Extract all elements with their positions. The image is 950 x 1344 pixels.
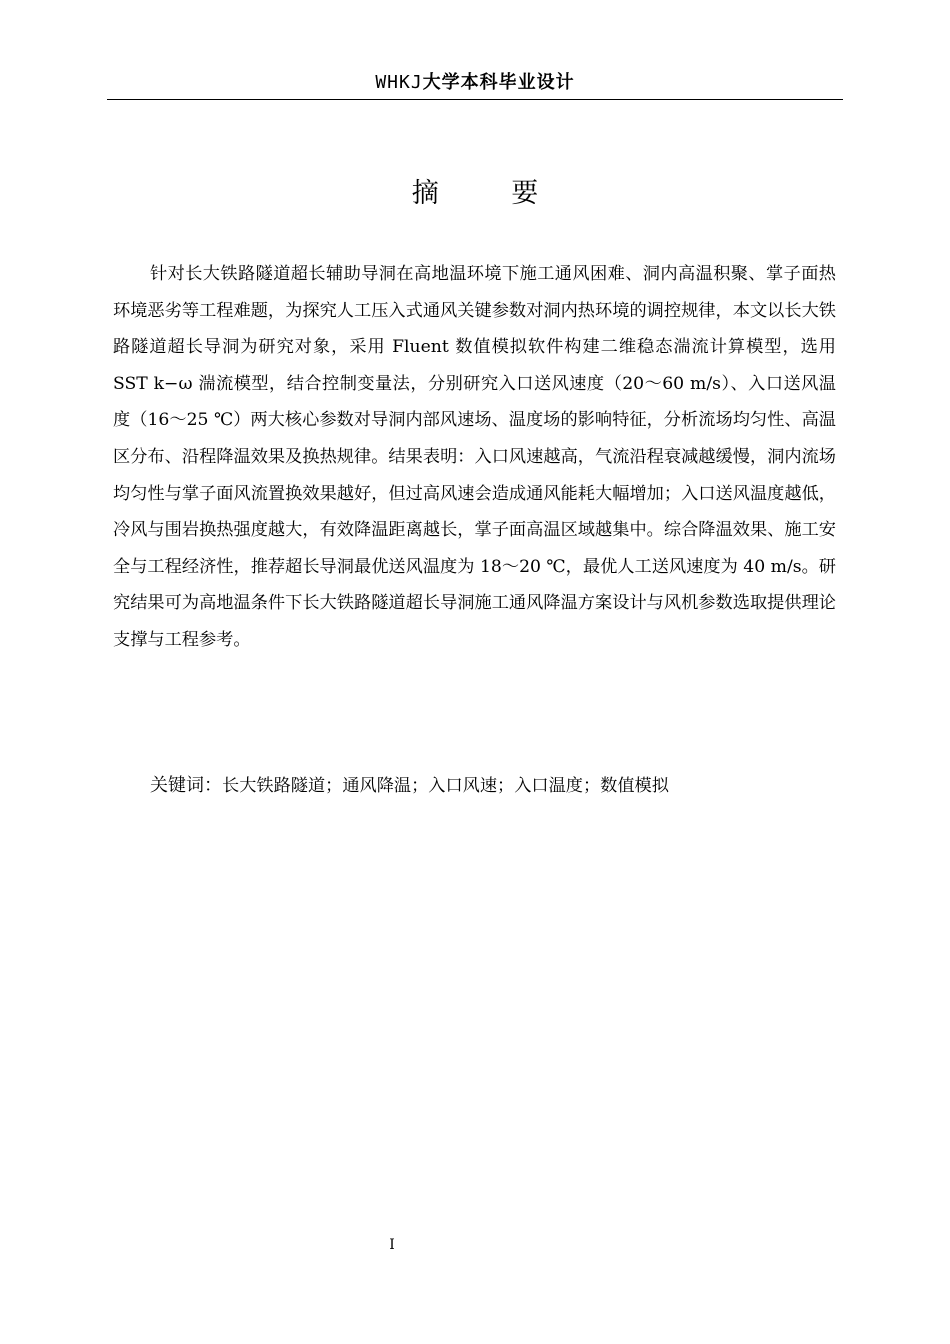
header-divider bbox=[107, 99, 843, 100]
keywords-list: 长大铁路隧道；通风降温；入口风速；入口温度；数值模拟 bbox=[222, 776, 669, 796]
abstract-body: 针对长大铁路隧道超长辅助导洞在高地温环境下施工通风困难、洞内高温积聚、掌子面热环境恶劣等工程难题，为探究人工压入式通风关键参数对洞内热环境的调控规律，本文以长大铁路隧道超长导洞为研究对象，采用 Fluent 数值模拟软件构建二维稳态湍流计算模型，选用 SST k−ω 湍流模型，结合控制变量法，分别研究入口送风速度（20～60 m/s）、入口送风温度（16～25 ℃）两大核心参数对导洞内部风速场、温度场的影响特征，分析流场均匀性、高温区分布、沿程降温效果及换热规律。结果表明：入口风速越高，气流沿程衰减越缓慢，洞内流场均匀性与掌子面风流置换效果越好，但过高风速会造成通风能耗大幅增加；入口送风温度越低，冷风与围岩换热强度越大，有效降温距离越长，掌子面高温区域越集中。综合降温效果、施工安全与工程经济性，推荐超长导洞最优送风温度为 18～20 ℃，最优人工送风速度为 40 m/s。研究结果可为高地温条件下长大铁路隧道超长导洞施工通风降温方案设计与风机参数选取提供理论支撑与工程参考。 bbox=[113, 264, 836, 650]
header-title: 大学本科毕业设计 bbox=[422, 72, 575, 93]
keywords-label: 关键词： bbox=[150, 775, 222, 796]
abstract-title: 摘 要 bbox=[411, 178, 571, 209]
keywords-line bbox=[150, 772, 840, 800]
page-number: I bbox=[389, 1237, 395, 1253]
header-prefix: WHKJ bbox=[375, 72, 423, 93]
page-header bbox=[107, 70, 843, 96]
